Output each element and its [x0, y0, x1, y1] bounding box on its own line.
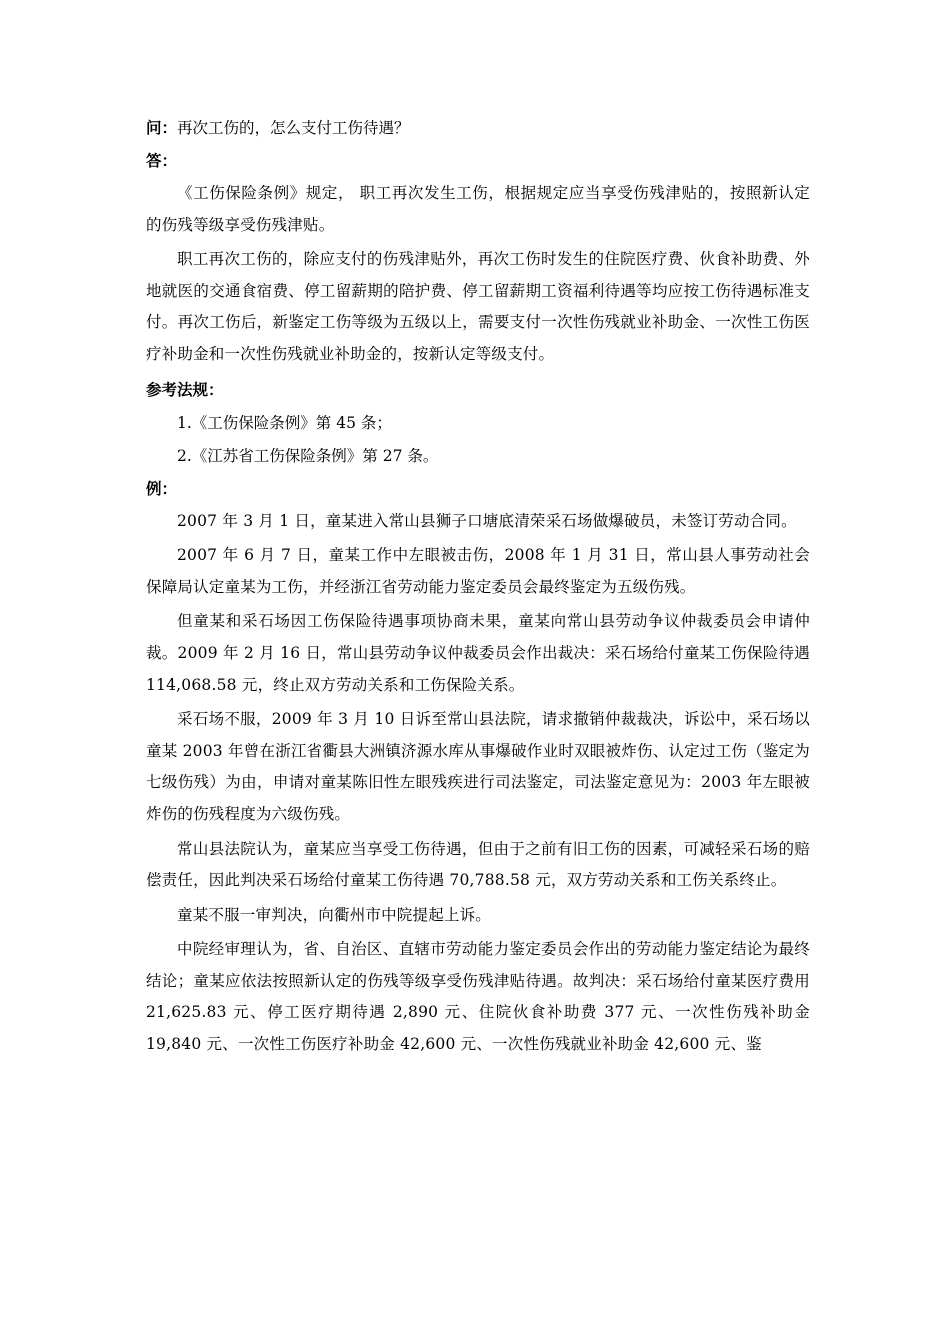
- example-paragraph: 2007 年 6 月 7 日，童某工作中左眼被击伤，2008 年 1 月 31 日，常山县人事劳动社会保障局认定童某为工伤，并经浙江省劳动能力鉴定委员会最终鉴定为五级伤残。: [146, 546, 810, 596]
- example-label: 例：: [146, 479, 178, 498]
- example-paragraph: 2007 年 3 月 1 日，童某进入常山县狮子口塘底清荣采石场做爆破员，未签订劳动合同。: [177, 511, 797, 530]
- document-page: [146, 112, 810, 1064]
- example-paragraph: 采石场不服，2009 年 3 月 10 日诉至常山县法院，请求撤销仲裁裁决，诉讼中，采石场以童某 2003 年曾在浙江省衢县大洲镇济源水库从事爆破作业时双眼被炸伤、认定过工伤（鉴定为七级伤残）为由，申请对童某陈旧性左眼残疾进行司法鉴定，司法鉴定意见为：2003 年左眼被炸伤的伤残程度为六级伤残。: [146, 710, 810, 823]
- example-paragraph: 童某不服一审判决，向衢州市中院提起上诉。: [177, 905, 492, 924]
- answer-paragraph: 职工再次工伤的，除应支付的伤残津贴外，再次工伤时发生的住院医疗费、伙食补助费、外地就医的交通食宿费、停工留薪期的陪护费、停工留薪期工资福利待遇等均应按工伤待遇标准支付。再次工伤后，新鉴定工伤等级为五级以上，需要支付一次性伤残就业补助金、一次性工伤医疗补助金和一次性伤残就业补助金的，按新认定等级支付。: [146, 250, 810, 363]
- example-paragraph: 常山县法院认为，童某应当享受工伤待遇，但由于之前有旧工伤的因素，可减轻采石场的赔偿责任，因此判决采石场给付童某工伤待遇 70,788.58 元，双方劳动关系和工伤关系终止。: [146, 839, 810, 890]
- reference-item: 1.《工伤保险条例》第 45 条；: [177, 413, 392, 432]
- answer-paragraph: 《工伤保险条例》规定， 职工再次发生工伤，根据规定应当享受伤残津贴的，按照新认定的伤残等级享受伤残津贴。: [146, 184, 810, 234]
- reference-item: 2.《江苏省工伤保险条例》第 27 条。: [177, 446, 439, 465]
- question-line: [146, 112, 810, 145]
- example-paragraph: 但童某和采石场因工伤保险待遇事项协商未果，童某向常山县劳动争议仲裁委员会申请仲裁。2009 年 2 月 16 日，常山县劳动争议仲裁委员会作出裁决：采石场给付童某工伤保险待遇 114,068.58 元，终止双方劳动关系和工伤保险关系。: [146, 612, 810, 694]
- answer-label: 答：: [146, 152, 178, 170]
- question-label: 问：: [146, 119, 178, 137]
- references-label: 参考法规：: [146, 380, 224, 399]
- example-paragraph: 中院经审理认为，省、自治区、直辖市劳动能力鉴定委员会作出的劳动能力鉴定结论为最终结论；童某应依法按照新认定的伤残等级享受伤残津贴待遇。故判决：采石场给付童某医疗费用 21,625.83 元、停工医疗期待遇 2,890 元、住院伙食补助费 377 元、一次性伤残补助金 19,840 元、一次性工伤医疗补助金 42,600 元、一次性伤残就业补助金 42,600 元、鉴: [146, 940, 810, 1054]
- question-text: 再次工伤的，怎么支付工伤待遇？: [177, 119, 410, 137]
